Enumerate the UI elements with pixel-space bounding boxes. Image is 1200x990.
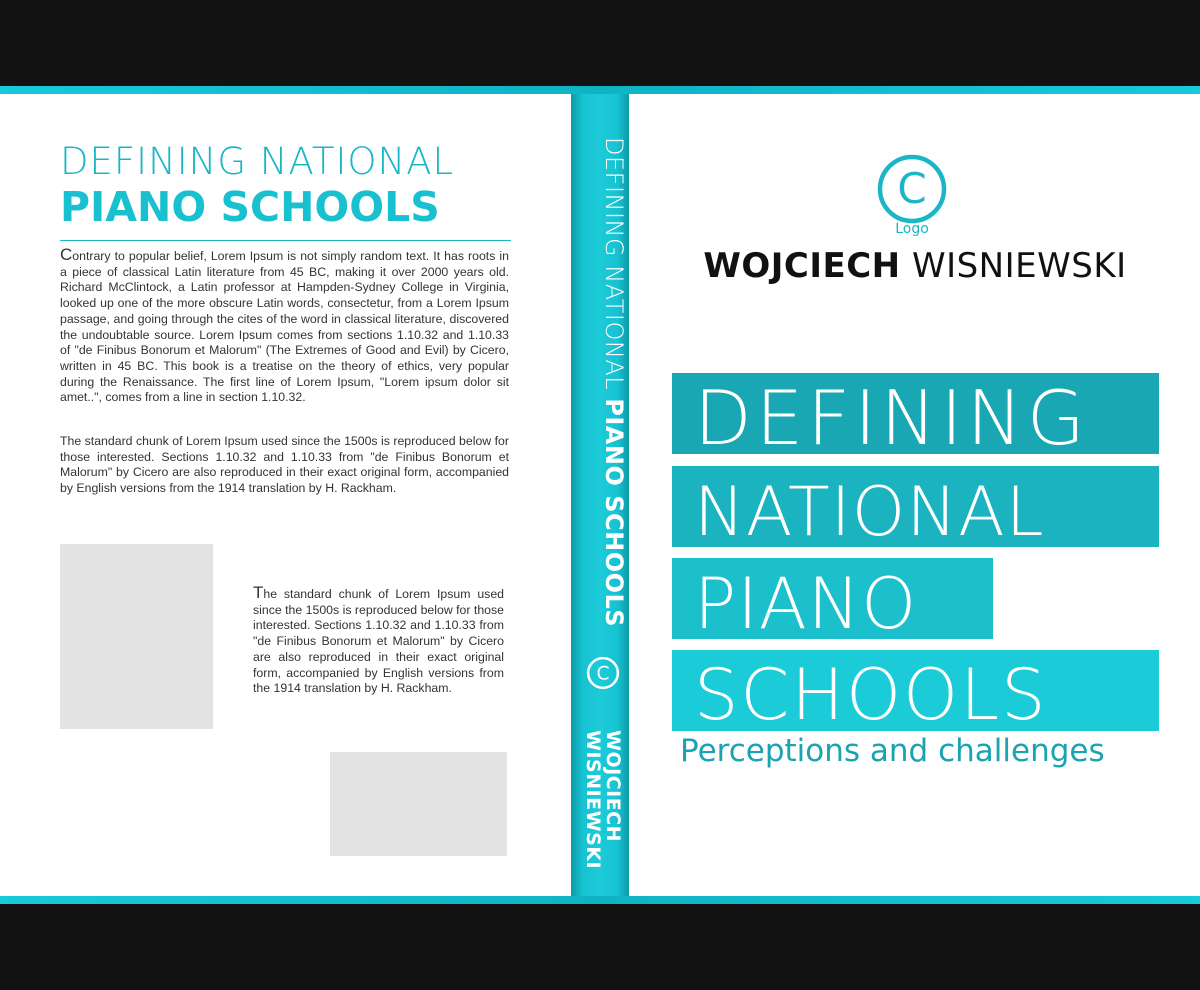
title-word-1: DEFINING <box>694 374 1089 454</box>
image-placeholder-1 <box>60 544 213 729</box>
spine-logo-glyph: C <box>596 663 610 685</box>
back-paragraph-3 <box>253 585 504 697</box>
spine-title-light: DEFINING NATIONAL <box>600 137 628 391</box>
author-name <box>630 246 1200 286</box>
dropcap: C <box>60 245 73 264</box>
copyright-logo-icon <box>586 656 620 690</box>
back-paragraph-1 <box>60 247 509 406</box>
top-accent-band <box>0 86 1200 94</box>
title-block-4 <box>672 650 1159 731</box>
back-paragraph-2: The standard chunk of Lorem Ipsum used since the 1500s is reproduced below for those interested. Sections 1.10.32 and 1.10.33 from "de Finibus Bonorum et Malorum" by Cicero are also reproduced in their exact original form, accompanied by English versions from the 1914 translation by H. Rackham. <box>60 434 509 496</box>
title-block-2 <box>672 466 1159 547</box>
title-word-4: SCHOOLS <box>694 654 1048 731</box>
bottom-accent-band <box>0 896 1200 904</box>
image-placeholder-2 <box>330 752 507 856</box>
paragraph-text: ontrary to popular belief, Lorem Ipsum is not simply random text. It has roots in a piece of classical Latin literature from 45 BC, making it over 2000 years old. Richard McClintock, a Latin professor at Hampden-Sydney College in Virginia, looked up one of the more obscure Latin words, consectetur, from a Lorem Ipsum passage, and going through the cites of the word in classical literature, discovered the undoubtable source. Lorem Ipsum comes from sections 1.10.32 and 1.10.33 of "de Finibus Bonorum et Malorum" (The Extremes of Good and Evil) by Cicero, written in 45 BC. This book is a treatise on the theory of ethics, very popular during the Renaissance. The first line of Lorem Ipsum, "Lorem ipsum dolor sit amet..", comes from a line in section 1.10.32. <box>60 249 509 405</box>
dropcap: T <box>253 583 264 602</box>
spine-title-bold: PIANO SCHOOLS <box>600 398 628 628</box>
subtitle: Perceptions and challenges <box>680 733 1105 769</box>
spine-author-last: WISNIEWSKI <box>582 730 604 870</box>
spine-author-first: WOJCIECH <box>602 730 624 843</box>
paragraph-text: he standard chunk of Lorem Ipsum used since the 1500s is reproduced below for those interested. Sections 1.10.32 and 1.10.33 from "de Finibus Bonorum et Malorum" by Cicero are also reproduced in their exact original form, accompanied by English versions from the 1914 translation by H. Rackham. <box>253 587 504 696</box>
front-logo-glyph: C <box>897 164 927 213</box>
author-last-name: WISNIEWSKI <box>911 246 1127 286</box>
logo-label: Logo <box>895 221 929 237</box>
author-first-name: WOJCIECH <box>703 246 901 286</box>
title-block-1 <box>672 373 1159 454</box>
back-title-line2: PIANO SCHOOLS <box>60 183 440 231</box>
title-word-2: NATIONAL <box>694 473 1045 547</box>
title-word-3: PIANO <box>694 563 918 639</box>
copyright-logo-icon <box>875 152 949 226</box>
title-block-3 <box>672 558 993 639</box>
back-title-line1: DEFINING NATIONAL <box>60 140 455 183</box>
back-title-divider <box>60 240 511 241</box>
